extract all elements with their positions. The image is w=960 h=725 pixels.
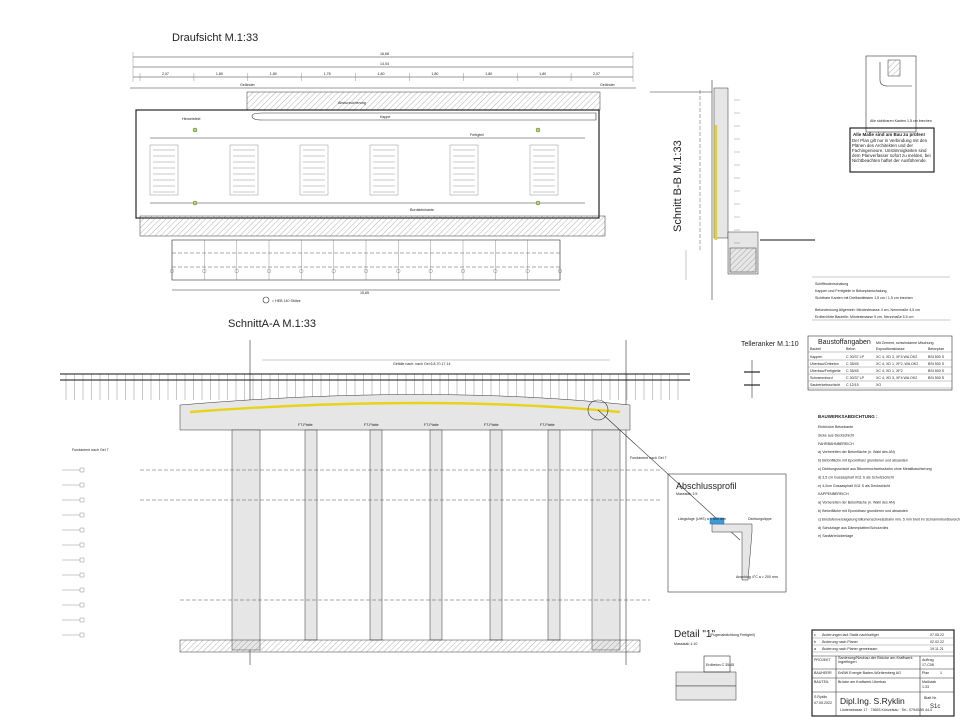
level-tag-marker [80,528,84,532]
tb-plan-label: Plan [922,671,930,675]
detail-label-erdbeton: Erdbeton C 35/45 [706,663,735,667]
plan-label-kappe: Kappe [380,115,391,119]
level-tag-marker [80,513,84,517]
plan-dim-total: 16,68 [380,52,389,56]
plan-marker [536,201,540,205]
baustoff-header: Betonplan [928,347,945,351]
section-aa-title: SchnittA-A M.1:33 [228,318,317,330]
title-block [812,630,954,716]
abdichtung-line: d) 3,5 cm Gussasphalt 0/11 S als Schutzschicht [818,475,894,480]
note-line: Betondeckung Allgemein: Mindestmasse 4 cm, Nennmaße 4,5 cm [815,308,921,312]
baustoff-table [808,336,952,390]
plan-label-gelaender-left: Geländer [240,83,255,87]
baustoff-cell: Sauberkeitsschicht [810,383,841,387]
abdichtung-line: FAHRBAHNBEREICH [818,441,854,446]
baustoff-cell: XC 4, XD 3, XF4 WA OK2 [876,376,918,380]
plan-title: Draufsicht M.1:33 [172,32,259,44]
baustoff-cell: XC 4, XD 1, XF2, WA OK2 [876,362,919,366]
note-line: Schiffbodenschalung [815,282,849,286]
detail-sub: (Fugenabdichtung Fertigteil) [710,633,755,637]
profile-detail [668,474,786,592]
abdichtung-line: c) Dichtungsschicht aus Bitumenschweissbahn ohne Metallkaschierung [818,467,932,471]
baustoff-cell: Überbau/Ortbeton [810,362,839,366]
plan-marker [193,201,197,205]
tb-bauherr-label: BAUHERR [814,671,832,675]
tb-date: 07.05.2022 [814,701,832,705]
level-tag-marker [80,588,84,592]
baustoff-cell: Überbau/Fertigteile [810,369,841,373]
tb-auftrag-label: Auftrag [922,658,934,662]
revision-index: a [814,647,816,651]
note-line: Sichtbare Kanten mit Dreikantleisten 1,5 cm / 1,5 cm brechen [815,296,913,300]
detail-scale: Massstab 1:10 [674,642,698,646]
abdichtung-line: c) Einstufenversiegelung Bitumenschweissbahn min. 5 mm breit im Schrammbordbereich [818,517,960,522]
note-line: Kappen und Fertigteile in Betonplanschalung [815,289,887,293]
warning-heading: Alle Maße sind am Bau zu prüfen! [853,132,926,137]
tb-plan-no: 1 [940,671,942,675]
tb-massstab: 1:33 [922,685,929,689]
detail-title: Detail "1" [674,629,716,640]
abdichtung-line: Einbrücke Betonkante [818,425,854,429]
plan-field [370,145,398,195]
baustoff-cell: C 35/45 [846,362,859,366]
plan-dim-inner: 14,04 [380,62,389,66]
tb-drawn: S.Ryklin [814,695,828,699]
plan-dimension-chain [133,52,633,82]
ft-platte-label: FT-Platte [364,423,379,427]
section-label-gefaelle: Gefälle nach: nach Gel 6.8.70.17.14 [393,362,451,366]
ft-platte-label: FT-Platte [298,423,313,427]
dim-segment-label: 1,80 [269,72,277,76]
revision-date: 02.02.22 [930,640,944,644]
baustoff-title: Baustoffangaben [818,339,871,346]
baustoff-cell: XC 4, XD 1, XF2 [876,369,903,373]
abdichtung-line: e) Sanitärbrückenlage [818,534,854,539]
plan-field [300,145,328,195]
plan-label-fertigteil: Fertigteil [470,133,484,137]
profile-scale: Massstab 1:5 [676,492,698,496]
baustoff-cell: BSt 500 S [928,369,945,373]
warning-body: Der Plan gilt nur in Verbindung mit den Plänen des Architekten und der Fachingenieure. Unstimmigkeiten sind dem Planverfasser sofort zu melden, bei Nichtbeachten haftet der Ausführende. [852,138,931,163]
baustoff-cell: Kappen [810,355,823,359]
abdichtung-line: b) Betonfläche mit Epoxidharz grundieren und absanden [818,458,908,463]
abdichtung-line: e) 4,0cm Gussasphalt 0/11 S als Deckschicht [818,483,891,488]
plan-marker [193,128,197,132]
detail-1 [674,629,755,700]
note-line: Erdberührte Bauteile: Mindestmasse 5 cm, Nennmaße 5,5 cm [815,315,914,319]
abdichtung-line: a) Vorbereiten der Betonfläche (n. Wahl des AN) [818,500,895,505]
dim-segment-label: 1,80 [485,72,493,76]
revision-text: Änderung nach Planer [822,640,858,644]
revision-index: c [814,633,816,637]
dim-segment-label: 2,07 [161,72,169,76]
level-tag-marker [80,558,84,562]
level-tag-marker [80,618,84,622]
telleranker-title: Telleranker M.1:10 [741,341,799,348]
dim-segment-label: 1,80 [215,72,223,76]
section-label-fundament-right: Fundament nach Gel 7 [630,456,667,460]
abdichtung-line: KAPPENBEREICH [818,492,849,497]
corner-detail [866,56,932,132]
level-tag-marker [80,543,84,547]
abdichtung-title: BAUWERKSABDICHTUNG : [818,414,878,419]
section-bb-title: Schnitt B-B M.1:33 [672,140,684,232]
plan-field [150,145,178,195]
profile-label-dichtung: Dichtungslippe [748,517,772,521]
baustoff-cell: XO [876,383,882,387]
plan-dim-bottom: 15,65 [360,291,369,295]
plan-label-absturz: Absturzsicherung [338,101,366,105]
ft-platte-label: FT-Platte [484,423,499,427]
plan-railing-line [130,83,636,88]
corner-note: Alle sichtbaren Kanten 1,5 cm brechen [870,119,932,123]
baustoff-cell: BSt 500 S [928,376,945,380]
plan-dim-segments [140,72,600,81]
abdichtung-line: a) Vorbereiten der Betonfläche (n. Wahl des AN) [818,450,895,455]
tb-engineer: Dipl.Ing. S.Ryklin [840,696,905,706]
plan-field [530,145,558,195]
level-tag-marker [80,633,84,637]
baustoff-cell: C 35/45 [846,369,859,373]
baustoff-cell: XC 4, XD 3, XF4 WA OK2 [876,355,918,359]
profile-label-laengsfuge: Längsfuge (UHS) a = 500 mm [678,517,726,521]
ft-platte-label: FT-Platte [540,423,555,427]
level-tag-marker [80,603,84,607]
tb-bauteil: Brücke am Kraftwerk Überbau [838,680,887,684]
profile-label-anschlag: Anschlag 4°C a = 200 mm [736,575,778,579]
revision-text: Änderungen laut Statik nachhaltiger [822,633,879,637]
baustoff-header: Beton [846,347,856,351]
warning-box [850,128,934,172]
plan-marker [536,128,540,132]
level-tag-marker [80,483,84,487]
notes-block [812,277,950,320]
revision-index: b [814,640,816,644]
plan-foundation-grid [170,240,562,303]
tb-projekt-label: PROJEKT [814,658,831,662]
baustoff-cell: BSt 500 S [928,362,945,366]
tb-projekt: Sanierung/Neubau der Brücke am Kraftwerk Ingelfingen [838,656,913,665]
abdichtung-line: Sicke aus Deckschicht [818,433,854,438]
section-label-fundament-left: Fundament nach Gel 7 [72,448,109,452]
baustoff-cell: Schrammbord [810,376,833,380]
dim-segment-label: 1,80 [539,72,547,76]
plan-view-deck [136,92,605,236]
baustoff-cell: BSt 500 S [928,355,945,359]
baustoff-header: Bauteil [810,347,821,351]
section-aa-drawing [60,340,740,665]
tb-address: Lindenstrasse 17 · 74653 Künzelsau · Tel.: 07940/55 44-0 [840,708,933,712]
dim-segment-label: 1,80 [377,72,385,76]
level-tag-marker [80,498,84,502]
plan-label-hinweis: Hinweisfeld [182,117,201,121]
section-mark-icon [263,297,269,303]
telleranker-detail [741,341,799,398]
baustoff-header: Expositionsklasse [876,347,905,351]
tb-blatt: S1c [930,704,941,710]
abdichtung-line: d) Schutzlage aus Dämmplatten/Schutzvlies [818,525,889,530]
dim-segment-label: 1,78 [323,72,331,76]
level-tag-marker [80,468,84,472]
level-tag-marker [80,573,84,577]
baustoff-cell: C 30/37 LP [846,355,864,359]
tb-blatt-label: Blatt Nr. [924,696,937,700]
baustoff-subtitle: Mit Zement, schwindarme Mischung [876,341,934,345]
revision-date: 07.05.22 [930,633,944,637]
plan-label-gelaender-right: Geländer [600,83,615,87]
baustoff-cell: C 12/15 [846,383,859,387]
baustoff-cell: C 30/37 LP [846,376,864,380]
abdichtung-line: b) Betonfläche mit Epoxidharz grundieren und absanden [818,509,908,513]
profile-title: Abschlussprofil [676,481,737,491]
abdichtung-block [818,414,960,538]
tb-bauherr: EnBW Energie Baden-Württemberg AG [838,671,901,675]
tb-bauteil-label: BAUTEIL [814,680,829,684]
dim-segment-label: 2,07 [593,72,601,76]
dim-segment-label: 1,80 [431,72,439,76]
plan-field [230,145,258,195]
tb-massstab-label: Maßstab [922,680,936,684]
plan-field [450,145,478,195]
revision-date: 19.11.21 [930,647,944,651]
revision-text: Änderung nach Planer gemeinsam [822,647,878,651]
plan-label-heb: = HEB 140 Stütze [272,299,301,303]
plan-label-bordstein: Bordsteinkante [410,208,434,212]
tb-auftrag: 17-C08 [922,663,934,667]
ft-platte-label: FT-Platte [424,423,439,427]
